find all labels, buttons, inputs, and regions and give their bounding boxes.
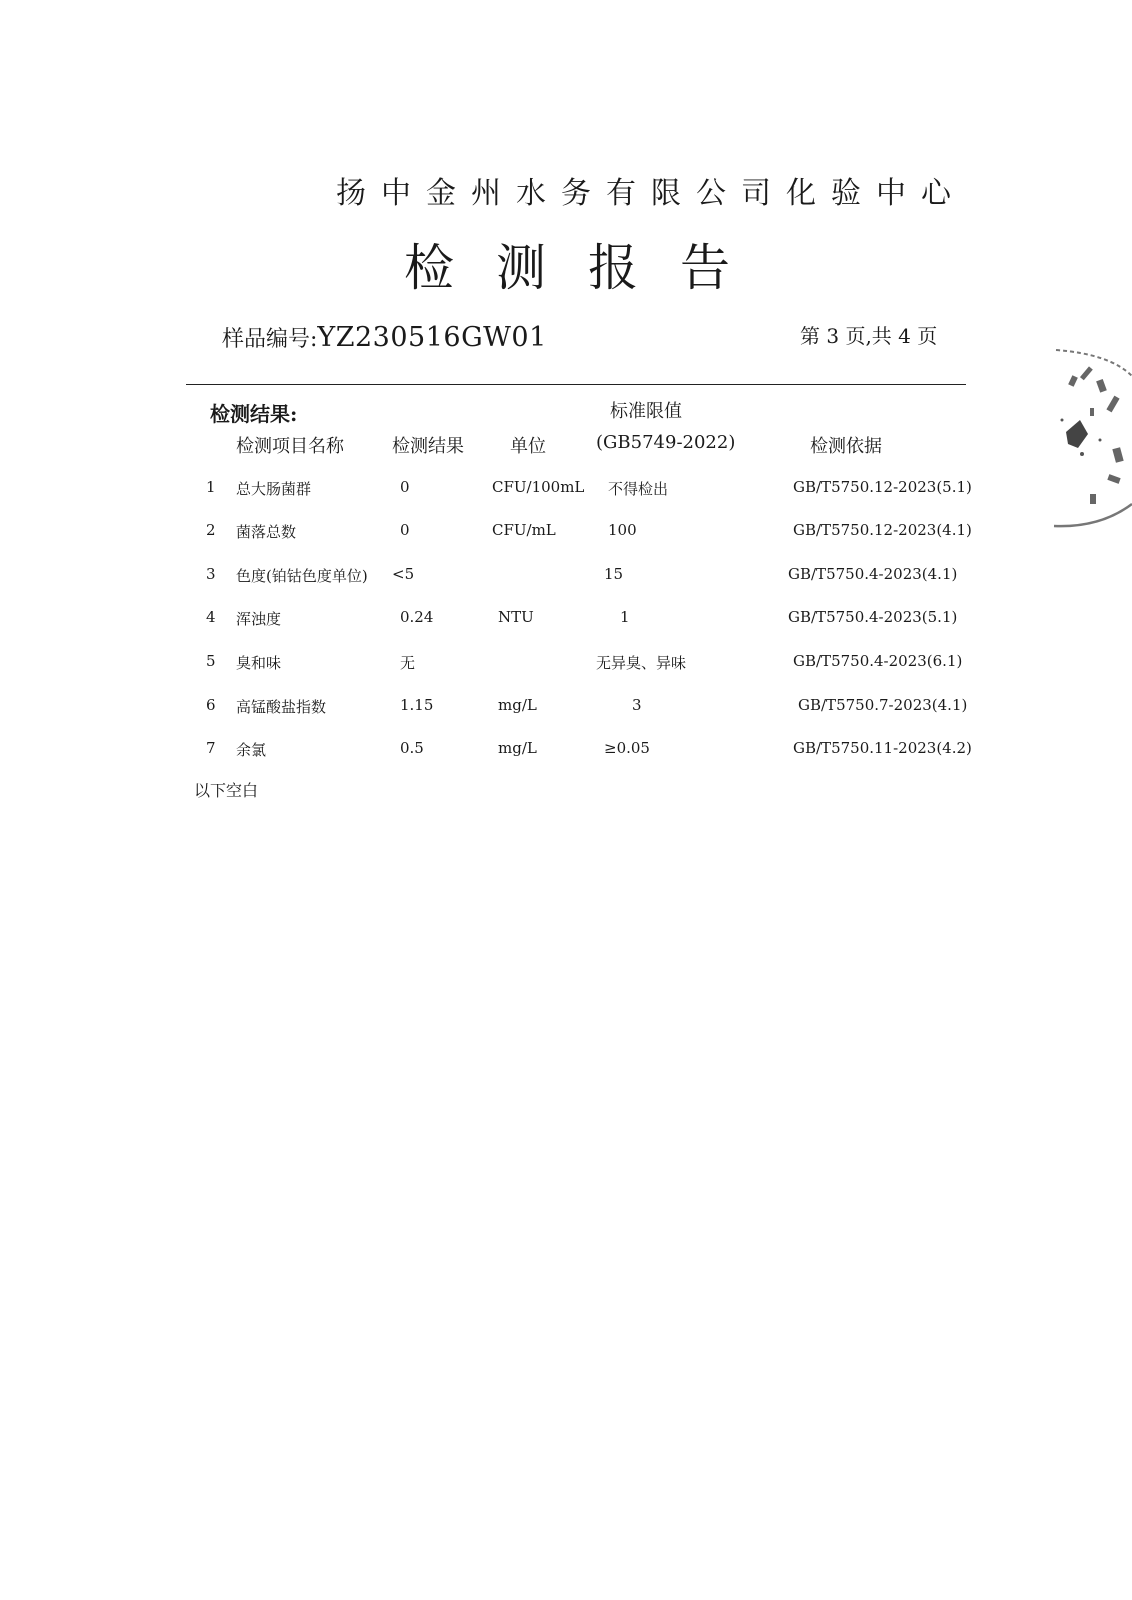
column-header-name: 检测项目名称: [236, 436, 344, 457]
item-method: GB/T5750.12-2023(4.1): [793, 521, 972, 539]
row-number: 3: [206, 565, 216, 583]
item-name: 总大肠菌群: [236, 480, 312, 498]
blank-below-note: 以下空白: [194, 781, 259, 800]
table-row: [0, 608, 1132, 638]
item-method: GB/T5750.4-2023(5.1): [788, 608, 958, 626]
item-method: GB/T5750.12-2023(5.1): [793, 478, 972, 496]
item-limit: 100: [608, 521, 637, 539]
page-info: 第 3 页,共 4 页: [800, 324, 938, 348]
item-result: 0.5: [400, 739, 424, 757]
item-limit: 3: [632, 696, 642, 714]
column-header-standard: (GB5749-2022): [596, 432, 736, 453]
item-unit: CFU/mL: [492, 521, 556, 539]
item-name: 臭和味: [236, 654, 282, 672]
item-result: 0: [400, 521, 410, 539]
item-method: GB/T5750.7-2023(4.1): [798, 696, 968, 714]
item-method: GB/T5750.4-2023(4.1): [788, 565, 958, 583]
organization-name: 扬中金州水务有限公司化验中心: [336, 176, 966, 211]
report-title: 检测报告: [404, 239, 772, 297]
sample-number-code: YZ230516GW01: [317, 322, 547, 353]
table-row: [0, 652, 1132, 682]
item-unit: CFU/100mL: [492, 478, 585, 496]
row-number: 2: [206, 521, 216, 539]
item-unit: mg/L: [498, 696, 537, 714]
item-method: GB/T5750.4-2023(6.1): [793, 652, 963, 670]
item-name: 色度(铂钴色度单位): [236, 567, 368, 585]
item-result: <5: [392, 565, 415, 583]
item-limit: 15: [604, 565, 624, 583]
table-row: [0, 739, 1132, 769]
item-unit: mg/L: [498, 739, 537, 757]
table-row: [0, 696, 1132, 726]
item-name: 余氯: [236, 741, 267, 759]
sample-number: [222, 322, 547, 353]
item-method: GB/T5750.11-2023(4.2): [793, 739, 972, 757]
row-number: 1: [206, 478, 216, 496]
row-number: 7: [206, 739, 216, 757]
item-limit: ≥0.05: [604, 739, 650, 757]
table-row: [0, 478, 1132, 508]
column-header-result: 检测结果: [392, 436, 464, 457]
row-number: 4: [206, 608, 216, 626]
column-header-unit: 单位: [510, 436, 546, 457]
table-row: [0, 565, 1132, 595]
results-heading: 检测结果:: [210, 402, 298, 426]
item-name: 菌落总数: [236, 523, 297, 541]
item-name: 浑浊度: [236, 610, 282, 628]
item-result: 0.24: [400, 608, 434, 626]
sample-number-label: 样品编号:: [222, 327, 318, 352]
standard-limit-label: 标准限值: [610, 401, 682, 422]
item-limit: 无异臭、异味: [596, 654, 687, 672]
table-row: [0, 521, 1132, 551]
item-result: 1.15: [400, 696, 434, 714]
item-result: 无: [400, 654, 416, 672]
item-name: 高锰酸盐指数: [236, 698, 327, 716]
column-header-basis: 检测依据: [810, 436, 882, 457]
item-limit: 1: [620, 608, 630, 626]
row-number: 5: [206, 652, 216, 670]
item-unit: NTU: [498, 608, 534, 626]
header-divider: [186, 384, 966, 385]
item-limit: 不得检出: [608, 480, 669, 498]
official-seal-fragment: [1050, 336, 1132, 536]
item-result: 0: [400, 478, 410, 496]
row-number: 6: [206, 696, 216, 714]
